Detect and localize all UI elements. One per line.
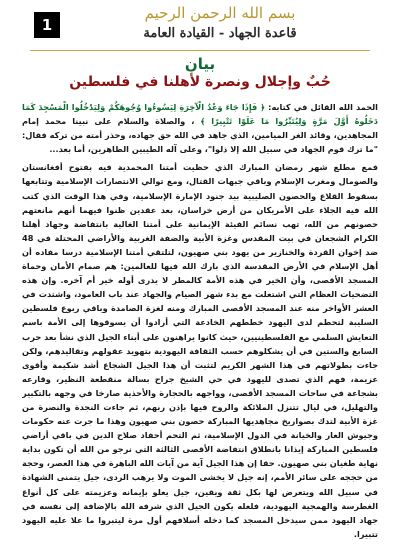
statement-title: بيان xyxy=(184,55,216,73)
statement-body xyxy=(22,100,378,550)
statement-subtitle: حُبٌ وإجلال ونصرة لأهلنا في فلسطين xyxy=(69,74,331,90)
quran-verse: ﴿ فَإِذَا جَاءَ وَعْدُ الْآخِرَةِ لِيَسُوءُوا وُجُوهَكُمْ وَلِيَدْخُلُوا الْمَسْجِدَ كَمَا دَخَلُوهُ أَوَّلَ مَرَّةٍ وَلِيُتَبِّرُوا مَا عَلَوْا تَتْبِيرًا ﴾ xyxy=(22,102,378,127)
header-divider xyxy=(30,50,370,51)
organization-name: قاعدة الجهاد - القيادة العامة xyxy=(143,26,297,41)
intro-lead: الحمد الله القائل في كتابه: xyxy=(265,102,378,112)
basmala-calligraphy: بسم الله الرحمن الرحيم xyxy=(144,4,296,22)
main-paragraph: فمع مطلع شهر رمضان المبارك الذي حظيت أمتنا المحمدية فيه بفتوح أفغانستان والصومال ومغرب الإسلام وباقي جبهات القتال، ومع توالي الانتصارات الإسلامية وتتابعها بسقوط القلاع والحصون الصليبية بيد جنود الإمارة الإسلامية، وفي هذا الوقت الذي كتب الله فيه الجلاء على الأمريكان من أرض خراسان، بعد عقدين ظنوا فيهما أنهم مانعتهم حصونهم من الله، تهب نسائم الفيئة الإيمانية على أمتنا الغالية بانتفاضة وجهاد أهلنا الكرام الشجعان في بيت المقدس وغزة الأبية والضفة الغربية والأراضي المحتلة في 48 ضد إخوان القردة والخنازير من يهود بني صهيون، لتلتقي أمتنا الإسلامية درسا مفاده أن أهل الإسلام في الأرض المقدسة الذي بارك الله فيها للعالمين: هم صمام الأمان وحماة المسجد الأقصى، وأن الخير في هذه الأمة كالمطر لا يدرى أوله خير أم آخره. وإن هذه التضحيات العظام التي اشتعلت مع بدء شهر الصيام والجهاد عند باب العامود، واشتدت في العشر الأواخر منه عند المسجد الأقصى المبارك ومنه لغزة الصامدة وباقي ربوع فلسطين السليبة لتحطم لدى اليهود خططهم الخادعة التي أرادوا أن يسوقوها إلى الأمة باسم التعايش السلمي مع الفلسطينيين، حيث كانوا يراهنون على أبناء الجيل الذي نشأ بعد حرب السابع والستين في أن يشكلوهم حسب الثقافة اليهودية بتهويد عقولهم وتقاليدهم، ولكن جاءت بطولاتهم في هذا الشهر الكريم لتثبت أن هذا الجيل الشجاع أشد شكيمة وأقوى عزيمة، فهم الذي تصدى لليهود في حي الشيخ جراح بسالة منقطعة النظير، وقارعه بشجاعة في ساحات المسجد الأقصى، وواجهه بالحجارة والأحذية صارخا في وجهه بالتكبير والتهليل، في ليال تتنزل الملائكة والروح فيها بإذن ربهم، ثم جاءت النجدة والنصرة من غزة الأبية لتدك بصواريخ مجاهديها المباركة حصون بني صهيون وهذا ما جرت عنه حكومات وجيوش العار والخيانة في الدول الإسلامية، ثم التحم أحفاد صلاح الدين في باقي أراضي فلسطين المباركة إيذانا بانطلاق انتفاضة الأقصى الثالثة التي نرجو من الله أن تكون بداية نهاية طغيان بني صهيون. حقا إن هذا الجيل آية من آيات الله الباهرة في هذا العصر، وحجة من حججه على سائر الأمم، إنه جيل لا يخشى الموت ولا يرهب الردى، جيل يتمنى الشهادة في سبيل الله ويتعرض لها بكل ثقة ويقين، جيل يعلو بإيمانه وعزيمته على كل أنواع الغطرسة والهمجية اليهودية، فلعله يكون الجيل الذي شرفه الله بالإضافة إلى نفسه في جهاد اليهود ممن سيدخل المسجد كما دخله أسلافهم أول مرة ليتبروا ما علا عليه اليهود تتبيرا. xyxy=(22,162,378,539)
intro-rest: ، والصلاة والسلام على نبينا محمد إمام المجاهدين، وقائد الغر الميامين، الذي جاهد في الله حق جهاده، وحذر أمته من تركه فقال: "ما ترك قوم الجهاد في سبيل الله إلا ذلوا"، وعلى آله الطيبين الطاهرين، أما بعد... xyxy=(22,116,378,155)
intro-paragraph xyxy=(22,100,378,156)
page-number-badge: 1 xyxy=(34,12,60,38)
